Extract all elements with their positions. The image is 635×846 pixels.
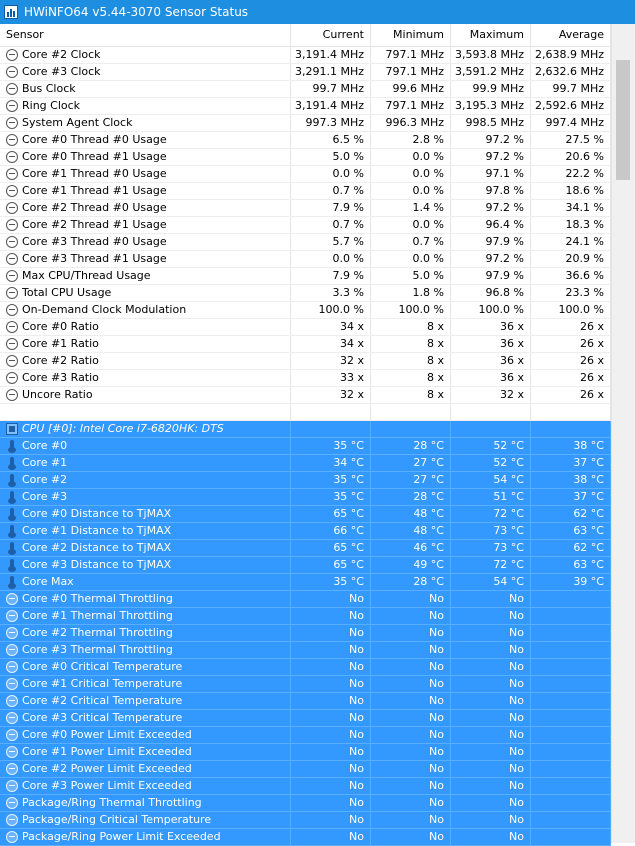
spacer-row: [0, 404, 611, 421]
current-value: No: [291, 829, 371, 845]
current-value: No: [291, 676, 371, 692]
sensor-row[interactable]: [0, 523, 611, 540]
minimum-value: 27 °C: [371, 455, 451, 471]
sensor-row[interactable]: [0, 574, 611, 591]
sensor-row[interactable]: [0, 676, 611, 693]
maximum-value: 72 °C: [451, 506, 531, 522]
minimum-value: 8 x: [371, 370, 451, 386]
maximum-value: 97.2 %: [451, 251, 531, 267]
column-header-current[interactable]: Current: [291, 24, 371, 46]
window-title: HWiNFO64 v5.44-3070 Sensor Status: [24, 5, 249, 19]
current-value: 3,191.4 MHz: [291, 98, 371, 114]
average-value: [531, 693, 611, 709]
average-value: 26 x: [531, 387, 611, 403]
minimum-value: 8 x: [371, 336, 451, 352]
minimum-value: No: [371, 727, 451, 743]
current-value: 34 x: [291, 319, 371, 335]
minimum-value: 48 °C: [371, 523, 451, 539]
maximum-value: No: [451, 659, 531, 675]
sensor-name: Ring Clock: [0, 98, 291, 114]
current-value: 35 °C: [291, 438, 371, 454]
sensor-row[interactable]: [0, 285, 611, 302]
minimum-value: 27 °C: [371, 472, 451, 488]
maximum-value: No: [451, 727, 531, 743]
sensor-name: Core #3 Thermal Throttling: [0, 642, 291, 658]
maximum-value: No: [451, 710, 531, 726]
sensor-table: [0, 47, 611, 846]
column-header-minimum[interactable]: Minimum: [371, 24, 451, 46]
current-value: No: [291, 778, 371, 794]
sensor-row[interactable]: [0, 608, 611, 625]
average-value: [531, 727, 611, 743]
sensor-row[interactable]: [0, 472, 611, 489]
maximum-value: No: [451, 829, 531, 845]
sensor-row[interactable]: [0, 591, 611, 608]
minimum-value: [371, 421, 451, 437]
current-value: 5.7 %: [291, 234, 371, 250]
sensor-name: Core #1 Thermal Throttling: [0, 608, 291, 624]
current-value: 0.7 %: [291, 183, 371, 199]
maximum-value: 97.2 %: [451, 132, 531, 148]
average-value: 63 °C: [531, 557, 611, 573]
average-value: 63 °C: [531, 523, 611, 539]
maximum-value: 54 °C: [451, 472, 531, 488]
current-value: 0.7 %: [291, 217, 371, 233]
current-value: [291, 421, 371, 437]
sensor-name: Core #3 Ratio: [0, 370, 291, 386]
minimum-value: 797.1 MHz: [371, 64, 451, 80]
maximum-value: 36 x: [451, 370, 531, 386]
maximum-value: 96.8 %: [451, 285, 531, 301]
minimum-value: 0.0 %: [371, 217, 451, 233]
sensor-name: Core #1 Distance to TjMAX: [0, 523, 291, 539]
average-value: 26 x: [531, 336, 611, 352]
current-value: 35 °C: [291, 489, 371, 505]
sensor-row[interactable]: [0, 642, 611, 659]
minimum-value: No: [371, 778, 451, 794]
maximum-value: 3,195.3 MHz: [451, 98, 531, 114]
sensor-row[interactable]: [0, 302, 611, 319]
current-value: 35 °C: [291, 574, 371, 590]
average-value: 39 °C: [531, 574, 611, 590]
sensor-name: Core #3 Power Limit Exceeded: [0, 778, 291, 794]
minimum-value: 996.3 MHz: [371, 115, 451, 131]
minimum-value: 49 °C: [371, 557, 451, 573]
title-bar[interactable]: [0, 0, 635, 24]
minimum-value: No: [371, 625, 451, 641]
minimum-value: 0.0 %: [371, 149, 451, 165]
average-value: [531, 608, 611, 624]
maximum-value: 32 x: [451, 387, 531, 403]
current-value: 7.9 %: [291, 200, 371, 216]
sensor-row[interactable]: [0, 778, 611, 795]
minimum-value: 0.0 %: [371, 251, 451, 267]
average-value: [531, 404, 611, 420]
sensor-name: Core #3 Thread #0 Usage: [0, 234, 291, 250]
sensor-row[interactable]: [0, 761, 611, 778]
current-value: No: [291, 642, 371, 658]
sensor-name: Core #2 Thermal Throttling: [0, 625, 291, 641]
maximum-value: 3,593.8 MHz: [451, 47, 531, 63]
minimum-value: 0.0 %: [371, 183, 451, 199]
scrollbar-thumb[interactable]: [616, 60, 630, 180]
sensor-row[interactable]: [0, 540, 611, 557]
sensor-name: CPU [#0]: Intel Core i7-6820HK: DTS: [0, 421, 291, 437]
maximum-value: 73 °C: [451, 523, 531, 539]
sensor-row[interactable]: [0, 625, 611, 642]
minimum-value: 48 °C: [371, 506, 451, 522]
minimum-value: No: [371, 795, 451, 811]
minimum-value: No: [371, 744, 451, 760]
sensor-name: Total CPU Usage: [0, 285, 291, 301]
sensor-row[interactable]: [0, 455, 611, 472]
maximum-value: No: [451, 676, 531, 692]
maximum-value: 51 °C: [451, 489, 531, 505]
current-value: 3,291.1 MHz: [291, 64, 371, 80]
current-value: No: [291, 659, 371, 675]
average-value: [531, 761, 611, 777]
current-value: 34 x: [291, 336, 371, 352]
maximum-value: 72 °C: [451, 557, 531, 573]
sensor-name: Core #3 Clock: [0, 64, 291, 80]
minimum-value: 28 °C: [371, 438, 451, 454]
average-value: 23.3 %: [531, 285, 611, 301]
maximum-value: 36 x: [451, 336, 531, 352]
current-value: No: [291, 693, 371, 709]
minimum-value: 1.8 %: [371, 285, 451, 301]
sensor-row[interactable]: [0, 234, 611, 251]
minimum-value: No: [371, 659, 451, 675]
average-value: 62 °C: [531, 540, 611, 556]
minimum-value: 1.4 %: [371, 200, 451, 216]
average-value: 20.6 %: [531, 149, 611, 165]
sensor-row[interactable]: [0, 710, 611, 727]
minimum-value: No: [371, 829, 451, 845]
sensor-row[interactable]: [0, 659, 611, 676]
current-value: No: [291, 761, 371, 777]
maximum-value: No: [451, 642, 531, 658]
sensor-row[interactable]: [0, 795, 611, 812]
maximum-value: No: [451, 761, 531, 777]
current-value: 100.0 %: [291, 302, 371, 318]
sensor-name: Core #0 Thermal Throttling: [0, 591, 291, 607]
minimum-value: No: [371, 761, 451, 777]
average-value: 34.1 %: [531, 200, 611, 216]
current-value: No: [291, 812, 371, 828]
minimum-value: 8 x: [371, 387, 451, 403]
average-value: 18.6 %: [531, 183, 611, 199]
minimum-value: 0.0 %: [371, 166, 451, 182]
average-value: [531, 676, 611, 692]
maximum-value: [451, 421, 531, 437]
minimum-value: 0.7 %: [371, 234, 451, 250]
average-value: 2,632.6 MHz: [531, 64, 611, 80]
average-value: 20.9 %: [531, 251, 611, 267]
sensor-name: Package/Ring Power Limit Exceeded: [0, 829, 291, 845]
sensor-name: Core #0 Critical Temperature: [0, 659, 291, 675]
average-value: 22.2 %: [531, 166, 611, 182]
current-value: 32 x: [291, 387, 371, 403]
minimum-value: 797.1 MHz: [371, 98, 451, 114]
minimum-value: 8 x: [371, 319, 451, 335]
sensor-name: Core #1 Power Limit Exceeded: [0, 744, 291, 760]
sensor-name: Core #2: [0, 472, 291, 488]
sensor-row[interactable]: [0, 438, 611, 455]
minimum-value: No: [371, 693, 451, 709]
average-value: [531, 421, 611, 437]
sensor-row[interactable]: [0, 200, 611, 217]
sensor-name: Core #0 Thread #1 Usage: [0, 149, 291, 165]
minimum-value: No: [371, 676, 451, 692]
sensor-name: System Agent Clock: [0, 115, 291, 131]
sensor-name: Core #3: [0, 489, 291, 505]
current-value: 65 °C: [291, 506, 371, 522]
sensor-name: Core #1 Thread #1 Usage: [0, 183, 291, 199]
sensor-name: [0, 404, 291, 420]
maximum-value: 97.1 %: [451, 166, 531, 182]
sensor-row[interactable]: [0, 64, 611, 81]
current-value: 34 °C: [291, 455, 371, 471]
minimum-value: 100.0 %: [371, 302, 451, 318]
minimum-value: No: [371, 591, 451, 607]
current-value: 99.7 MHz: [291, 81, 371, 97]
current-value: 33 x: [291, 370, 371, 386]
maximum-value: 3,591.2 MHz: [451, 64, 531, 80]
average-value: 37 °C: [531, 489, 611, 505]
sensor-row[interactable]: [0, 506, 611, 523]
sensor-name: Core #0 Distance to TjMAX: [0, 506, 291, 522]
current-value: 3,191.4 MHz: [291, 47, 371, 63]
minimum-value: No: [371, 710, 451, 726]
sensor-name: On-Demand Clock Modulation: [0, 302, 291, 318]
sensor-name: Core #2 Ratio: [0, 353, 291, 369]
average-value: 36.6 %: [531, 268, 611, 284]
hwinfo-app-icon: [4, 5, 18, 19]
minimum-value: 8 x: [371, 353, 451, 369]
maximum-value: No: [451, 591, 531, 607]
current-value: 997.3 MHz: [291, 115, 371, 131]
sensor-name: Uncore Ratio: [0, 387, 291, 403]
current-value: 0.0 %: [291, 166, 371, 182]
minimum-value: 2.8 %: [371, 132, 451, 148]
maximum-value: 100.0 %: [451, 302, 531, 318]
sensor-row[interactable]: [0, 353, 611, 370]
maximum-value: 54 °C: [451, 574, 531, 590]
average-value: 24.1 %: [531, 234, 611, 250]
maximum-value: 36 x: [451, 353, 531, 369]
maximum-value: No: [451, 693, 531, 709]
current-value: No: [291, 744, 371, 760]
sensor-row[interactable]: [0, 166, 611, 183]
sensor-row[interactable]: [0, 149, 611, 166]
sensor-row[interactable]: [0, 47, 611, 64]
sensor-name: Core #1: [0, 455, 291, 471]
sensor-row[interactable]: [0, 557, 611, 574]
average-value: 38 °C: [531, 472, 611, 488]
maximum-value: 52 °C: [451, 438, 531, 454]
sensor-name: Core #0 Power Limit Exceeded: [0, 727, 291, 743]
current-value: 3.3 %: [291, 285, 371, 301]
sensor-name: Core #3 Distance to TjMAX: [0, 557, 291, 573]
average-value: 37 °C: [531, 455, 611, 471]
sensor-name: Core #1 Critical Temperature: [0, 676, 291, 692]
sensor-row[interactable]: [0, 744, 611, 761]
current-value: No: [291, 591, 371, 607]
sensor-name: Core #0 Ratio: [0, 319, 291, 335]
minimum-value: 5.0 %: [371, 268, 451, 284]
maximum-value: 52 °C: [451, 455, 531, 471]
current-value: 35 °C: [291, 472, 371, 488]
sensor-name: Max CPU/Thread Usage: [0, 268, 291, 284]
sensor-name: Package/Ring Critical Temperature: [0, 812, 291, 828]
current-value: 66 °C: [291, 523, 371, 539]
maximum-value: 97.2 %: [451, 149, 531, 165]
sensor-name: Core #3 Critical Temperature: [0, 710, 291, 726]
maximum-value: [451, 404, 531, 420]
maximum-value: 99.9 MHz: [451, 81, 531, 97]
column-header-average[interactable]: Average: [531, 24, 611, 46]
current-value: 7.9 %: [291, 268, 371, 284]
maximum-value: 97.8 %: [451, 183, 531, 199]
sensor-name: Core #2 Thread #0 Usage: [0, 200, 291, 216]
sensor-row[interactable]: [0, 693, 611, 710]
average-value: 2,592.6 MHz: [531, 98, 611, 114]
column-header-maximum[interactable]: Maximum: [451, 24, 531, 46]
sensor-row[interactable]: [0, 336, 611, 353]
sensor-name: Core #1 Ratio: [0, 336, 291, 352]
maximum-value: 97.9 %: [451, 234, 531, 250]
sensor-row[interactable]: [0, 370, 611, 387]
current-value: 5.0 %: [291, 149, 371, 165]
minimum-value: 46 °C: [371, 540, 451, 556]
sensor-name: Core #1 Thread #0 Usage: [0, 166, 291, 182]
current-value: 6.5 %: [291, 132, 371, 148]
maximum-value: No: [451, 625, 531, 641]
average-value: 997.4 MHz: [531, 115, 611, 131]
maximum-value: 73 °C: [451, 540, 531, 556]
maximum-value: No: [451, 812, 531, 828]
average-value: 27.5 %: [531, 132, 611, 148]
current-value: No: [291, 608, 371, 624]
column-header-sensor[interactable]: Sensor: [0, 24, 291, 46]
sensor-row[interactable]: [0, 387, 611, 404]
average-value: 26 x: [531, 353, 611, 369]
minimum-value: No: [371, 812, 451, 828]
sensor-row[interactable]: [0, 829, 611, 846]
minimum-value: 28 °C: [371, 489, 451, 505]
average-value: [531, 710, 611, 726]
average-value: [531, 642, 611, 658]
sensor-name: Core #2 Thread #1 Usage: [0, 217, 291, 233]
average-value: [531, 812, 611, 828]
sensor-name: Bus Clock: [0, 81, 291, 97]
maximum-value: No: [451, 744, 531, 760]
sensor-row[interactable]: [0, 251, 611, 268]
sensor-row[interactable]: [0, 183, 611, 200]
average-value: [531, 795, 611, 811]
sensor-name: Core Max: [0, 574, 291, 590]
current-value: No: [291, 625, 371, 641]
sensor-row[interactable]: [0, 217, 611, 234]
average-value: [531, 625, 611, 641]
current-value: 65 °C: [291, 557, 371, 573]
average-value: 26 x: [531, 370, 611, 386]
maximum-value: No: [451, 608, 531, 624]
sensor-row[interactable]: [0, 319, 611, 336]
average-value: 26 x: [531, 319, 611, 335]
average-value: 62 °C: [531, 506, 611, 522]
current-value: No: [291, 795, 371, 811]
maximum-value: 998.5 MHz: [451, 115, 531, 131]
current-value: [291, 404, 371, 420]
average-value: 38 °C: [531, 438, 611, 454]
minimum-value: 797.1 MHz: [371, 47, 451, 63]
average-value: 100.0 %: [531, 302, 611, 318]
maximum-value: No: [451, 778, 531, 794]
sensor-row[interactable]: [0, 812, 611, 829]
sensor-name: Package/Ring Thermal Throttling: [0, 795, 291, 811]
average-value: [531, 744, 611, 760]
average-value: 18.3 %: [531, 217, 611, 233]
sensor-name: Core #0 Thread #0 Usage: [0, 132, 291, 148]
sensor-row[interactable]: [0, 132, 611, 149]
sensor-name: Core #2 Power Limit Exceeded: [0, 761, 291, 777]
minimum-value: 99.6 MHz: [371, 81, 451, 97]
current-value: 32 x: [291, 353, 371, 369]
sensor-name: Core #2 Critical Temperature: [0, 693, 291, 709]
minimum-value: No: [371, 608, 451, 624]
sensor-name: Core #2 Distance to TjMAX: [0, 540, 291, 556]
average-value: [531, 778, 611, 794]
current-value: No: [291, 710, 371, 726]
sensor-row[interactable]: [0, 81, 611, 98]
current-value: 0.0 %: [291, 251, 371, 267]
current-value: No: [291, 727, 371, 743]
sensor-row[interactable]: [0, 115, 611, 132]
sensor-row[interactable]: [0, 98, 611, 115]
sensor-row[interactable]: [0, 727, 611, 744]
current-value: 65 °C: [291, 540, 371, 556]
sensor-row[interactable]: [0, 268, 611, 285]
sensor-name: Core #0: [0, 438, 291, 454]
average-value: 2,638.9 MHz: [531, 47, 611, 63]
maximum-value: 96.4 %: [451, 217, 531, 233]
minimum-value: [371, 404, 451, 420]
minimum-value: No: [371, 642, 451, 658]
sensor-group-row[interactable]: [0, 421, 611, 438]
maximum-value: 97.9 %: [451, 268, 531, 284]
average-value: [531, 659, 611, 675]
sensor-name: Core #3 Thread #1 Usage: [0, 251, 291, 267]
column-header: [0, 24, 611, 47]
maximum-value: 36 x: [451, 319, 531, 335]
average-value: 99.7 MHz: [531, 81, 611, 97]
maximum-value: No: [451, 795, 531, 811]
maximum-value: 97.2 %: [451, 200, 531, 216]
sensor-name: Core #2 Clock: [0, 47, 291, 63]
minimum-value: 28 °C: [371, 574, 451, 590]
sensor-row[interactable]: [0, 489, 611, 506]
average-value: [531, 591, 611, 607]
